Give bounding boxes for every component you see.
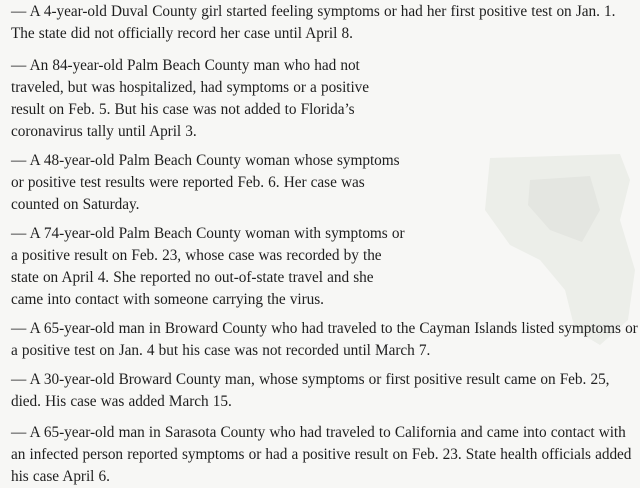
- article-paragraph: — An 84-year-old Palm Beach County man who had not traveled, but was hospitalized, had symptoms or a positive result on Feb. 5. But his case was not added to Florida’s coronavirus tally until April 3.: [11, 57, 370, 140]
- article-paragraph: — A 65-year-old man in Sarasota County who had traveled to California and came into contact with an infected person reported symptoms or had a positive result on Feb. 23. State health officials added his case April 6.: [11, 424, 632, 485]
- article-paragraph: — A 4-year-old Duval County girl started feeling symptoms or had her first positive test on Jan. 1. The state did not officially record her case until April 8.: [11, 3, 616, 42]
- article-paragraph: — A 30-year-old Broward County man, whose symptoms or first positive result came on Feb. 25, died. His case was added March 15.: [11, 371, 610, 410]
- article-paragraph: — A 74-year-old Palm Beach County woman with symptoms or a positive result on Feb. 23, whose case was recorded by the state on April 4. She reported no out-of-state travel and she came into contact with someone carrying the virus.: [11, 225, 405, 308]
- article-paragraph: — A 48-year-old Palm Beach County woman whose symptoms or positive test results were reported Feb. 6. Her case was counted on Saturday.: [11, 152, 400, 213]
- article-paragraph: — A 65-year-old man in Broward County who had traveled to the Cayman Islands listed symptoms or a positive test on Jan. 4 but his case was not recorded until March 7.: [11, 320, 638, 359]
